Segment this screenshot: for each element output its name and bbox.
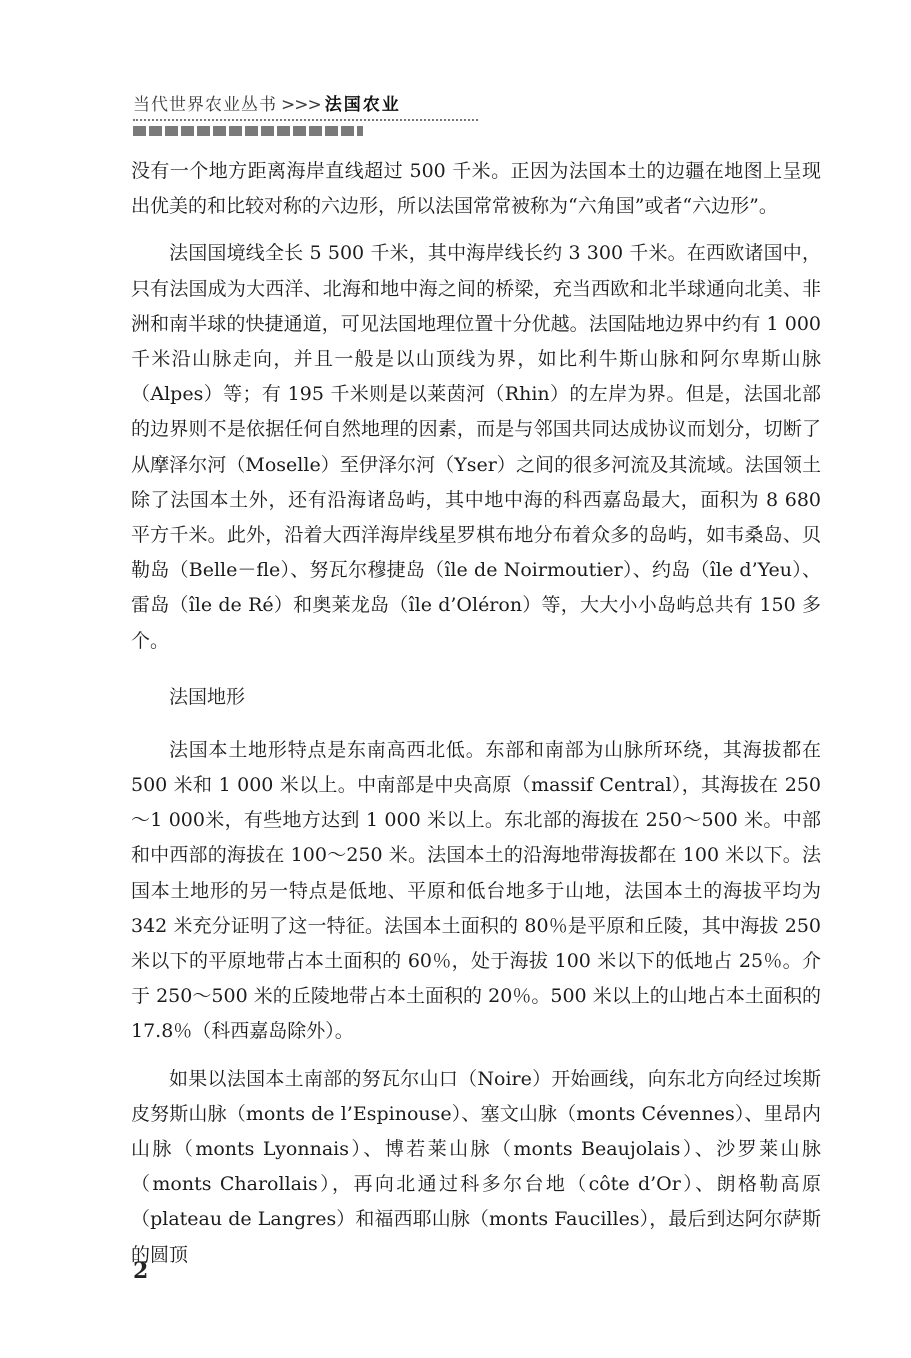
section-heading: 法国地形 bbox=[169, 685, 246, 708]
paragraph-terrain: 法国本土地形特点是东南高西北低。东部和南部为山脉所环绕，其海拔都在 500 米和 1 000 米以上。中南部是中央高原（massif Central），其海拔在 250～1 000米，有些地方达到 1 000 米以上。东北部的海拔在 250～500 米。中部和中西部的海拔在 100～250 米。法国本土的沿海地带海拔都在 100 米以下。法国本土地形的另一特点是低地、平原和低台地多于山地，法国本土的海拔平均为 342 米充分证明了这一特征。法国本土面积的 80％是平原和丘陵，其中海拔 250 米以下的平原地带占本土面积的 60％，处于海拔 100 米以下的低地占 25％。介于 250～500 米的丘陵地带占本土面积的 20％。500 米以上的山地占本土面积的 17.8％（科西嘉岛除外）。 bbox=[131, 738, 821, 1043]
header-separator: >>> bbox=[281, 95, 321, 115]
book-title: 法国农业 bbox=[324, 95, 401, 115]
header-title-line bbox=[133, 94, 478, 116]
series-title: 当代世界农业丛书 bbox=[133, 95, 277, 115]
page-number: 2 bbox=[133, 1258, 149, 1284]
body-text bbox=[131, 154, 821, 1273]
header-block-rule bbox=[133, 126, 363, 136]
paragraph-continuation: 没有一个地方距离海岸直线超过 500 千米。正因为法国本土的边疆在地图上呈现出优美的和比较对称的六边形，所以法国常常被称为“六角国”或者“六边形”。 bbox=[131, 160, 821, 218]
running-header bbox=[133, 94, 478, 136]
header-dotted-rule bbox=[133, 117, 478, 121]
paragraph-borders: 法国国境线全长 5 500 千米，其中海岸线长约 3 300 千米。在西欧诸国中，只有法国成为大西洋、北海和地中海之间的桥梁，充当西欧和北半球通向北美、非洲和南半球的快捷通道，可见法国地理位置十分优越。法国陆地边界中约有 1 000 千米沿山脉走向，并且一般是以山顶线为界，如比利牛斯山脉和阿尔卑斯山脉（Alpes）等；有 195 千米则是以莱茵河（Rhin）的左岸为界。但是，法国北部的边界则不是依据任何自然地理的因素，而是与邻国共同达成协议而划分，切断了从摩泽尔河（Moselle）至伊泽尔河（Yser）之间的很多河流及其流域。法国领土除了法国本土外，还有沿海诸岛屿，其中地中海的科西嘉岛最大，面积为 8 680 平方千米。此外，沿着大西洋海岸线星罗棋布地分布着众多的岛屿，如韦桑岛、贝勒岛（Belle－fle）、努瓦尔穆捷岛（île de Noirmoutier）、约岛（île d’Yeu）、雷岛（île de Ré）和奥莱龙岛（île d’Oléron）等，大大小小岛屿总共有 150 多个。 bbox=[131, 242, 821, 652]
paragraph-mountain-line: 如果以法国本土南部的努瓦尔山口（Noire）开始画线，向东北方向经过埃斯皮努斯山脉（monts de l’Espinouse）、塞文山脉（monts Cévennes）、里昂内山脉（monts Lyonnais）、博若莱山脉（monts Beaujolais）、沙罗莱山脉（monts Charollais），再向北通过科多尔台地（côte d’Or）、朗格勒高原（plateau de Langres）和福西耶山脉（monts Faucilles），最后到达阿尔萨斯的圆顶 bbox=[131, 1067, 821, 1266]
